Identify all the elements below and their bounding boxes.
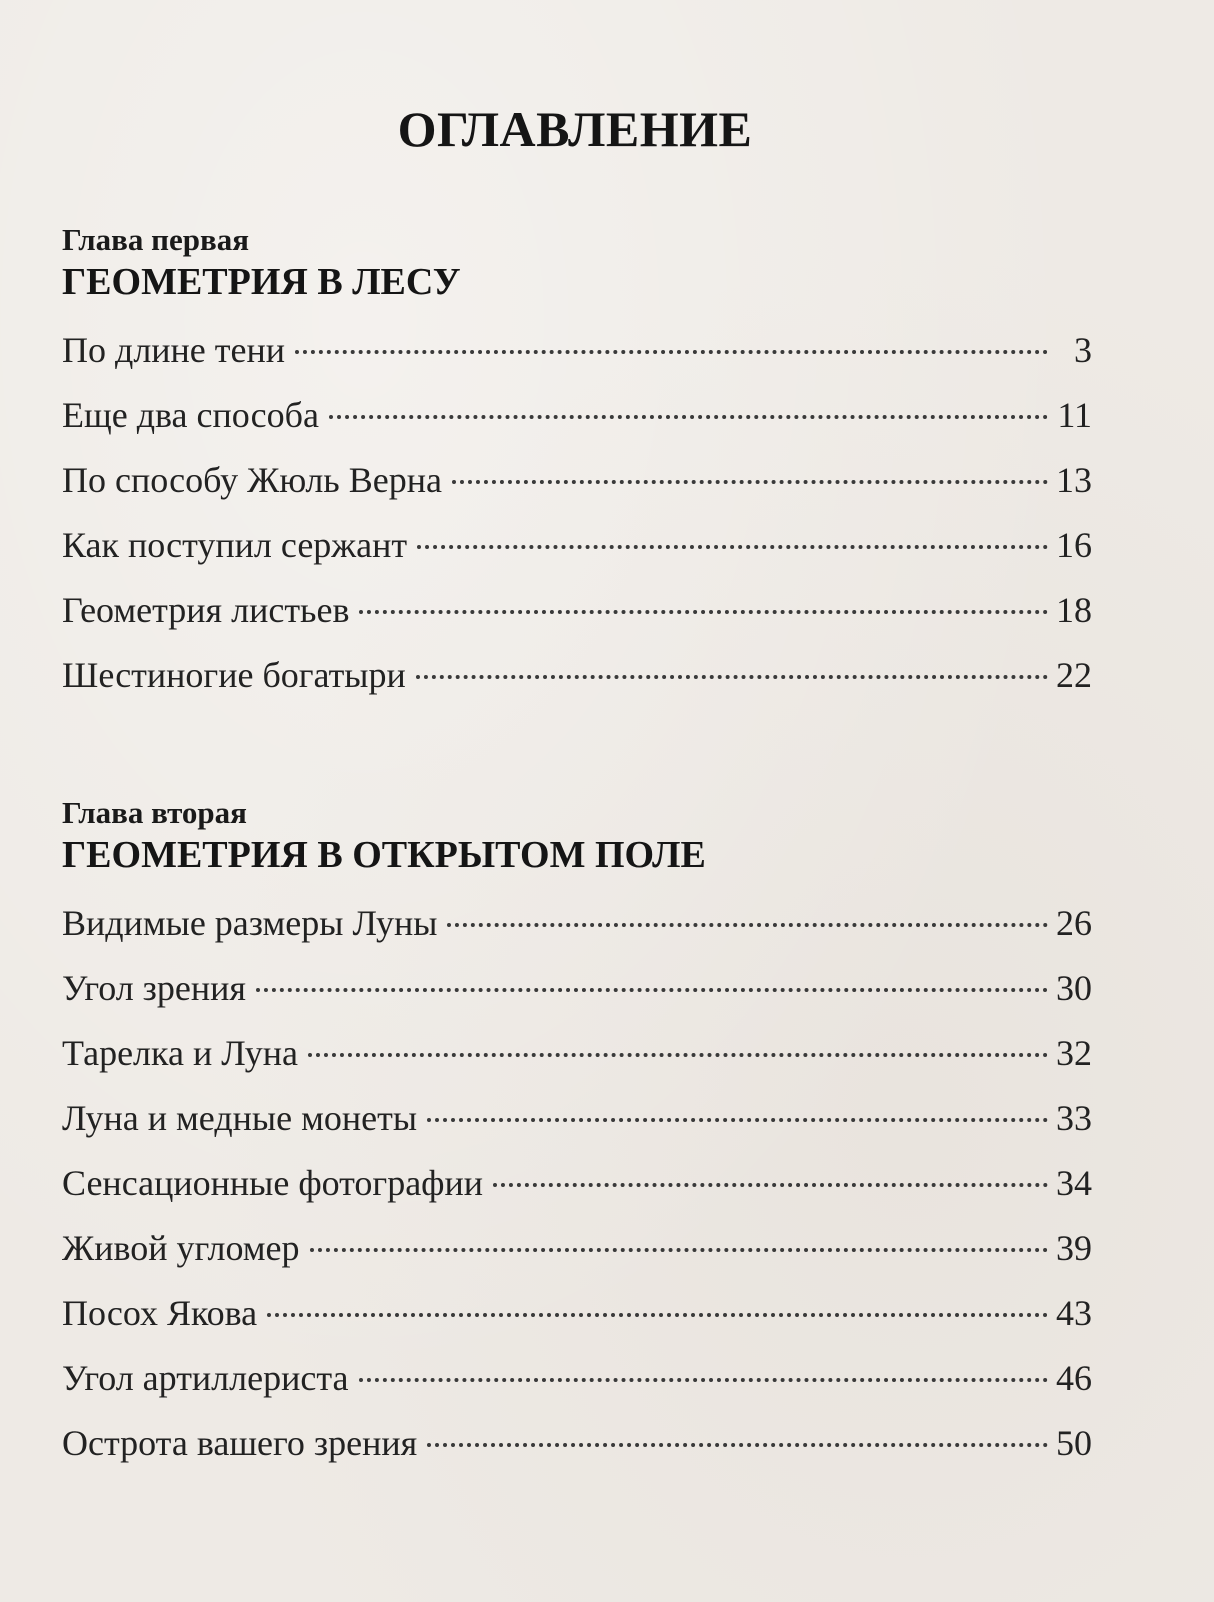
toc-entry[interactable] [62, 393, 1092, 458]
toc-entry-title: Посох Якова [62, 1293, 258, 1333]
dot-leader [427, 1118, 1048, 1122]
toc-entry[interactable] [62, 458, 1092, 523]
toc-entry[interactable] [62, 901, 1092, 966]
toc-entry-title: Еще два способа [62, 395, 319, 435]
chapter-label: Глава вторая [62, 795, 247, 830]
dot-leader [267, 1313, 1048, 1317]
dot-leader [295, 350, 1048, 354]
chapter-2 [62, 795, 1092, 1486]
toc-entry-page: 26 [1056, 903, 1092, 943]
dot-leader [447, 923, 1048, 927]
dot-leader [359, 610, 1048, 614]
toc-entry[interactable] [62, 966, 1092, 1031]
toc-entry-page: 16 [1056, 525, 1092, 565]
chapter-entries [62, 901, 1092, 1486]
toc-entry-title: Как поступил сержант [62, 525, 408, 565]
toc-entry-title: Луна и медные монеты [62, 1098, 418, 1138]
toc-entry-page: 50 [1056, 1423, 1092, 1463]
dot-leader [256, 988, 1048, 992]
dot-leader [329, 415, 1048, 419]
toc-entry[interactable] [62, 1031, 1092, 1096]
toc-entry-title: Геометрия листьев [62, 590, 350, 630]
toc-entry-page: 11 [1057, 395, 1092, 435]
toc-entry[interactable] [62, 523, 1092, 588]
toc-entry-title: Сенсационные фотографии [62, 1163, 484, 1203]
toc-entry-title: Живой угломер [62, 1228, 300, 1268]
toc-entry[interactable] [62, 1291, 1092, 1356]
toc-entry-page: 22 [1056, 655, 1092, 695]
page-title: ОГЛАВЛЕНИЕ [397, 101, 753, 157]
dot-leader [493, 1183, 1048, 1187]
toc-entry-page: 43 [1056, 1293, 1092, 1333]
dot-leader [308, 1053, 1048, 1057]
toc-entry[interactable] [62, 1356, 1092, 1421]
toc-entry-title: Угол зрения [62, 968, 246, 1008]
toc-entry[interactable] [62, 1226, 1092, 1291]
dot-leader [359, 1378, 1049, 1382]
toc-entry-page: 30 [1056, 968, 1092, 1008]
dot-leader [452, 480, 1048, 484]
toc-entry-title: Шестиногие богатыри [62, 655, 406, 695]
toc-entry-page: 46 [1056, 1358, 1092, 1398]
toc-entry[interactable] [62, 1161, 1092, 1226]
toc-entry-page: 33 [1056, 1098, 1092, 1138]
toc-entry-title: По длине тени [62, 330, 286, 370]
toc-entry-title: Угол артиллериста [62, 1358, 349, 1398]
dot-leader [416, 675, 1048, 679]
chapter-1 [62, 222, 1092, 718]
toc-entry-title: Видимые размеры Луны [62, 903, 438, 943]
toc-entry-title: Острота вашего зрения [62, 1423, 418, 1463]
toc-entry-page: 3 [1074, 330, 1092, 370]
dot-leader [310, 1248, 1048, 1252]
toc-entry-page: 32 [1056, 1033, 1092, 1073]
toc-entry-page: 34 [1056, 1163, 1092, 1203]
toc-entry-page: 13 [1056, 460, 1092, 500]
chapter-title: ГЕОМЕТРИЯ В ЛЕСУ [62, 261, 461, 303]
toc-entry[interactable] [62, 328, 1092, 393]
dot-leader [427, 1443, 1048, 1447]
toc-entry-title: Тарелка и Луна [62, 1033, 298, 1073]
toc-entry[interactable] [62, 653, 1092, 718]
toc-entry[interactable] [62, 588, 1092, 653]
toc-entry-title: По способу Жюль Верна [62, 460, 442, 500]
toc-entry-page: 39 [1056, 1228, 1092, 1268]
toc-entry-page: 18 [1056, 590, 1092, 630]
chapter-entries [62, 328, 1092, 718]
toc-entry[interactable] [62, 1096, 1092, 1161]
chapter-label: Глава первая [62, 222, 249, 257]
dot-leader [417, 545, 1048, 549]
toc-entry[interactable] [62, 1421, 1092, 1486]
chapter-title: ГЕОМЕТРИЯ В ОТКРЫТОМ ПОЛЕ [62, 834, 706, 876]
